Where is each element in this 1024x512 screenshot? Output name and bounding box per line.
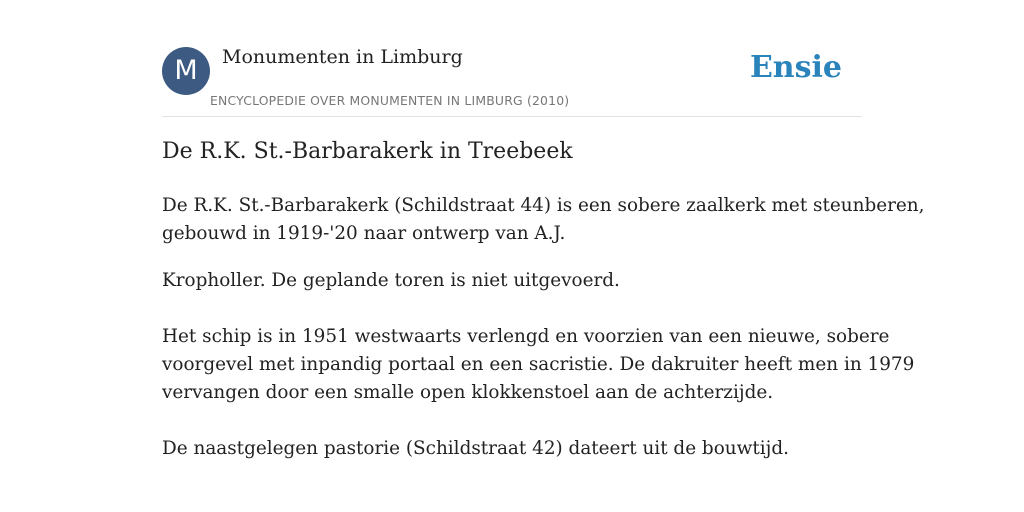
article-paragraph <box>162 192 925 248</box>
article-paragraph <box>162 267 862 295</box>
site-title[interactable]: Monumenten in Limburg <box>222 46 463 68</box>
paragraph-line: voorgevel met inpandig portaal en een sacristie. De dakruiter heeft men in 1979 <box>162 354 915 375</box>
paragraph-line: gebouwd in 1919-'20 naar ontwerp van A.J. <box>162 223 566 244</box>
paragraph-line: Het schip is in 1951 westwaarts verlengd en voorzien van een nieuwe, sobere <box>162 326 890 347</box>
site-subtitle: ENCYCLOPEDIE OVER MONUMENTEN IN LIMBURG (2010) <box>210 93 570 108</box>
paragraph-line: De R.K. St.-Barbarakerk (Schildstraat 44) is een sobere zaalkerk met steunberen, <box>162 195 925 216</box>
article-paragraph <box>162 323 915 407</box>
article-title: De R.K. St.-Barbarakerk in Treebeek <box>162 139 573 164</box>
paragraph-line: De naastgelegen pastorie (Schildstraat 42) dateert uit de bouwtijd. <box>162 438 789 459</box>
header <box>162 46 862 117</box>
avatar[interactable]: M <box>162 47 210 95</box>
ensie-logo[interactable]: Ensie <box>749 50 842 85</box>
paragraph-line: vervangen door een smalle open klokkenstoel aan de achterzijde. <box>162 382 774 403</box>
paragraph-line: Kropholler. De geplande toren is niet uitgevoerd. <box>162 270 620 291</box>
article-paragraph <box>162 435 862 463</box>
